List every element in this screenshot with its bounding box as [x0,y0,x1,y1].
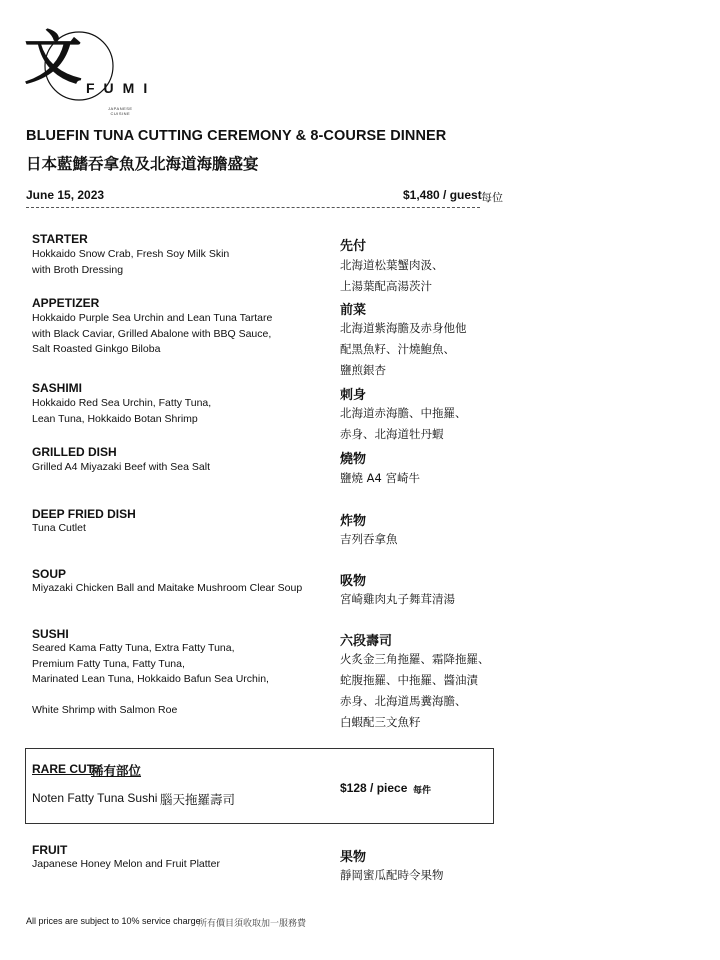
rare-cut-price: $128 / piece [340,781,408,795]
course-fried-title: DEEP FRIED DISH [32,507,136,521]
course-starter-desc-zh: 北海道松葉蟹肉汲、 上湯葉配高湯茨汁 [340,258,444,293]
course-fried-title-zh: 炸物 [340,514,367,529]
rare-cut-item-zh: 腦天拖羅壽司 [160,792,236,807]
course-starter-title-zh: 先付 [340,239,367,254]
course-fried-desc: Tuna Cutlet [32,522,86,534]
course-sushi-desc-zh: 火炙金三角拖羅、霜降拖羅、 蛇腹拖羅、中拖羅、醬油漬 赤身、北海道馬糞海膽、 白蝦配三文魚籽 [340,652,490,729]
course-sashimi-desc-zh: 北海道赤海膽、中拖羅、 赤身、北海道牡丹蝦 [340,406,467,441]
course-fruit-title: FRUIT [32,843,68,857]
course-starter-desc: Hokkaido Snow Crab, Fresh Soy Milk Skin with Broth Dressing [32,248,230,276]
course-sushi-desc: Seared Kama Fatty Tuna, Extra Fatty Tuna, Premium Fatty Tuna, Fatty Tuna, Marinated Lean Tuna, Hokkaido Bafun Sea Urchin, White Shrimp with Salmon Roe [32,642,269,716]
rare-cut-label-zh: 稀有部位 [91,763,142,778]
rare-cut-item: Noten Fatty Tuna Sushi [32,791,158,805]
service-charge-note-zh: 所有價目須收取加一服務費 [198,919,307,929]
logo-tagline [108,106,133,116]
logo-tagline-line2: CUISINE [110,111,131,116]
course-appetizer-desc: Hokkaido Purple Sea Urchin and Lean Tuna Tartare with Black Caviar, Grilled Abalone with BBQ Sauce, Salt Roasted Ginkgo Biloba [32,312,273,355]
page-title-en: BLUEFIN TUNA CUTTING CEREMONY & 8-COURSE DINNER [26,128,447,144]
course-sushi-title: SUSHI [32,627,69,641]
logo-glyph: 文 [24,24,83,92]
course-grilled-desc: Grilled A4 Miyazaki Beef with Sea Salt [32,461,210,473]
course-soup-title-zh: 吸物 [340,574,367,589]
course-appetizer-desc-zh: 北海道紫海膽及赤身他他 配黑魚籽、汁燒鮑魚、 鹽煎銀杏 [340,321,467,377]
course-fruit-desc: Japanese Honey Melon and Fruit Platter [32,858,220,870]
course-fruit-desc-zh: 靜岡蜜瓜配時令果物 [340,868,444,882]
course-sashimi-desc: Hokkaido Red Sea Urchin, Fatty Tuna, Lean Tuna, Hokkaido Botan Shrimp [32,397,212,425]
course-starter-title: STARTER [32,232,88,246]
course-fruit-title-zh: 果物 [340,850,367,865]
course-sashimi-title: SASHIMI [32,381,83,395]
fumi-logo [24,20,157,116]
rare-cut-label: RARE CUT [32,762,94,776]
page-title-zh: 日本藍鰭吞拿魚及北海道海膽盛宴 [26,155,259,173]
course-appetizer-title: APPETIZER [32,296,100,310]
course-sushi-title-zh: 六段壽司 [340,634,393,649]
rare-cut-price-zh: 每件 [413,786,432,796]
service-charge-note: All prices are subject to 10% service charge [26,916,201,926]
course-fried-desc-zh: 吉列吞拿魚 [340,532,398,546]
course-soup-desc-zh: 宮崎雞肉丸子舞茸清湯 [340,592,455,606]
course-soup-desc: Miyazaki Chicken Ball and Maitake Mushroom Clear Soup [32,582,303,594]
set-price: $1,480 / guest [403,188,482,202]
set-price-zh: 每位 [481,191,503,204]
course-grilled-title-zh: 燒物 [340,452,367,467]
course-sashimi-title-zh: 刺身 [340,388,367,403]
logo-tagline-line1: JAPANESE [108,106,133,111]
course-grilled-title: GRILLED DISH [32,445,117,459]
course-soup-title: SOUP [32,567,67,581]
course-appetizer-title-zh: 前菜 [340,303,367,318]
logo-wordmark: FUMI [86,80,157,96]
event-date: June 15, 2023 [26,188,105,202]
header-divider [26,207,480,208]
course-grilled-desc-zh: 鹽燒 A4 宮崎牛 [340,471,420,485]
